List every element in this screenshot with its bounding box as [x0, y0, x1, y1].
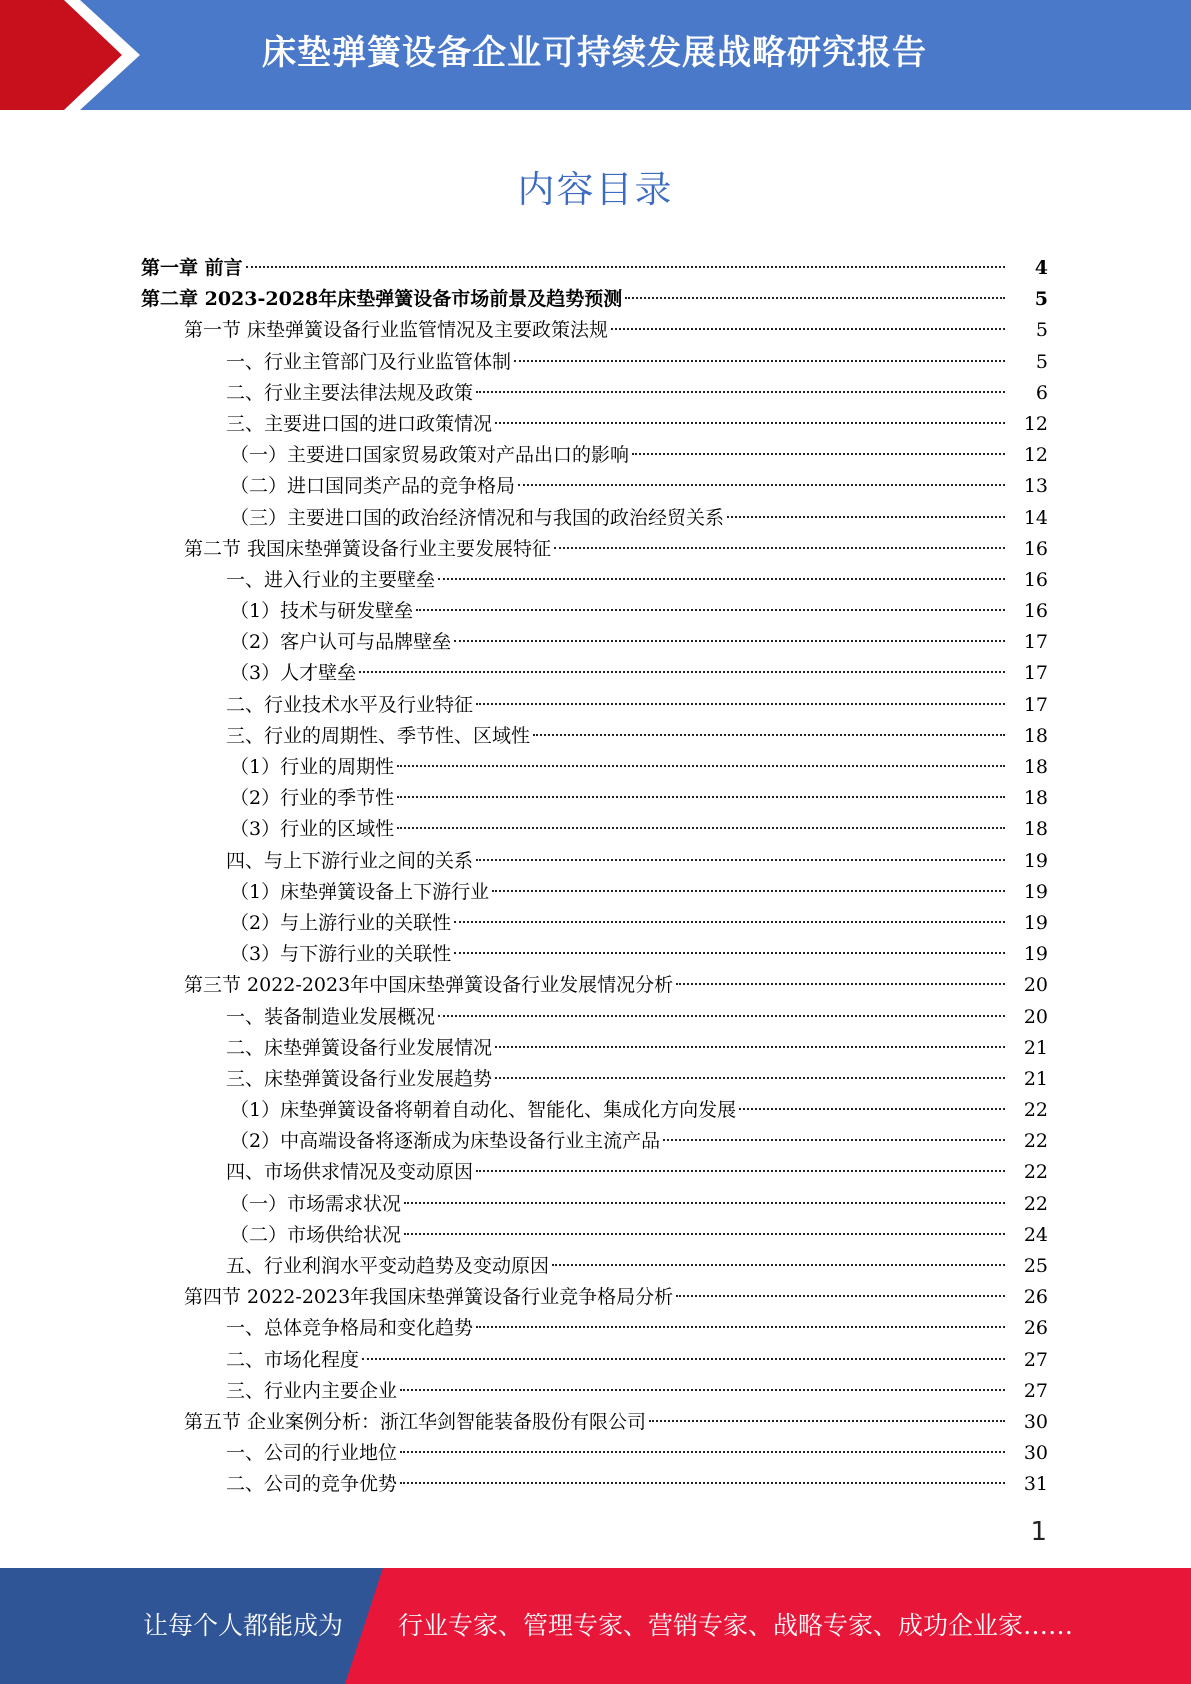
toc-leader-dots: [727, 516, 1005, 518]
toc-entry-title: 一、公司的行业地位: [226, 1442, 398, 1465]
toc-leader-dots: [663, 1139, 1005, 1141]
toc-leader-dots: [400, 1451, 1005, 1453]
toc-entry[interactable]: [0, 1438, 1191, 1469]
toc-entry-title: 四、市场供求情况及变动原因: [226, 1161, 474, 1184]
toc-entry-title: （1）行业的周期性: [230, 756, 395, 778]
toc-entry-title: （2）行业的季节性: [230, 787, 395, 810]
toc-entry-title: 第一章 前言: [141, 257, 243, 279]
toc-entry-page: 22: [1023, 1099, 1048, 1122]
toc-entry-title: 第三节 2022-2023年中国床垫弹簧设备行业发展情况分析: [184, 974, 674, 997]
footer-slogan-left: 让每个人都能成为: [143, 1611, 344, 1640]
toc-entry-title: 第一节 床垫弹簧设备行业监管情况及主要政策法规: [184, 319, 609, 342]
toc-entry[interactable]: [0, 347, 1191, 378]
toc-entry-page: 27: [1023, 1348, 1048, 1371]
toc-leader-dots: [454, 952, 1005, 954]
toc-leader-dots: [514, 360, 1005, 362]
toc-entry-page: 17: [1023, 631, 1048, 654]
toc-entry[interactable]: [0, 1220, 1191, 1251]
toc-entry-page: 6: [1035, 381, 1048, 404]
toc-entry[interactable]: [0, 1313, 1191, 1344]
toc-entry[interactable]: [0, 1469, 1191, 1500]
toc-entry-page: 22: [1023, 1161, 1048, 1184]
toc-entry-title: 三、床垫弹簧设备行业发展趋势: [226, 1067, 493, 1090]
toc-entry[interactable]: [0, 814, 1191, 845]
toc-entry-page: 22: [1023, 1130, 1048, 1153]
page-header: [0, 0, 1191, 110]
page-number: 1: [1030, 1517, 1047, 1547]
toc-entry-title: （三）主要进口国的政治经济情况和与我国的政治经贸关系: [230, 506, 725, 529]
toc-entry-title: 三、行业的周期性、季节性、区域性: [226, 724, 531, 747]
toc-entry[interactable]: [0, 565, 1191, 596]
toc-leader-dots: [400, 1482, 1005, 1484]
toc-heading: 内容目录: [517, 168, 674, 211]
toc-leader-dots: [554, 547, 1005, 549]
toc-leader-dots: [397, 765, 1005, 767]
toc-leader-dots: [404, 1233, 1005, 1235]
toc-leader-dots: [397, 796, 1005, 798]
toc-entry-page: 16: [1023, 568, 1048, 591]
toc-entry-title: 二、行业技术水平及行业特征: [226, 693, 474, 716]
toc-entry[interactable]: [0, 939, 1191, 970]
toc-entry-title: 第五节 企业案例分析：浙江华剑智能装备股份有限公司: [184, 1410, 647, 1433]
toc-entry-title: 一、行业主管部门及行业监管体制: [226, 350, 512, 373]
toc-entry-page: 18: [1023, 756, 1048, 778]
toc-entry-title: （2）与上游行业的关联性: [230, 911, 452, 934]
toc-leader-dots: [454, 921, 1005, 923]
toc-leader-dots: [476, 391, 1005, 393]
toc-entry[interactable]: [0, 783, 1191, 814]
toc-entry[interactable]: [0, 846, 1191, 877]
toc-entry[interactable]: [0, 970, 1191, 1001]
toc-entry-title: 第四节 2022-2023年我国床垫弹簧设备行业竞争格局分析: [184, 1286, 674, 1309]
toc-entry-page: 26: [1023, 1317, 1048, 1340]
toc-entry-title: （3）与下游行业的关联性: [230, 943, 452, 966]
toc-entry-title: 三、主要进口国的进口政策情况: [226, 412, 493, 435]
toc-leader-dots: [400, 1389, 1005, 1391]
toc-entry-title: （二）进口国同类产品的竞争格局: [230, 475, 516, 498]
toc-leader-dots: [492, 890, 1005, 892]
toc-leader-dots: [739, 1108, 1005, 1110]
toc-leader-dots: [518, 484, 1005, 486]
toc-leader-dots: [362, 1358, 1005, 1360]
toc-entry-title: 二、公司的竞争优势: [226, 1473, 398, 1496]
toc-entry-title: （1）床垫弹簧设备上下游行业: [230, 880, 490, 903]
toc-leader-dots: [625, 297, 1005, 299]
toc-entry[interactable]: [0, 440, 1191, 471]
toc-leader-dots: [495, 422, 1005, 424]
toc-entry[interactable]: [0, 534, 1191, 565]
toc-entry[interactable]: [0, 1189, 1191, 1220]
toc-leader-dots: [649, 1420, 1005, 1422]
table-of-contents: [0, 253, 1191, 1501]
toc-entry-page: 5: [1035, 319, 1048, 342]
toc-entry-title: （3）行业的区域性: [230, 818, 395, 841]
toc-entry-page: 19: [1023, 943, 1048, 966]
toc-entry[interactable]: [0, 658, 1191, 689]
toc-leader-dots: [438, 578, 1005, 580]
toc-entry[interactable]: [0, 627, 1191, 658]
toc-entry-page: 22: [1023, 1192, 1048, 1215]
toc-entry-title: （1）床垫弹簧设备将朝着自动化、智能化、集成化方向发展: [230, 1099, 737, 1122]
toc-entry[interactable]: [0, 1157, 1191, 1188]
toc-entry-title: （2）中高端设备将逐渐成为床垫设备行业主流产品: [230, 1130, 661, 1153]
toc-leader-dots: [611, 328, 1005, 330]
toc-entry-page: 12: [1023, 444, 1048, 467]
toc-leader-dots: [476, 859, 1005, 861]
toc-entry-title: 一、进入行业的主要壁垒: [226, 568, 436, 591]
toc-entry[interactable]: [0, 1126, 1191, 1157]
toc-entry-page: 18: [1023, 818, 1048, 841]
toc-entry[interactable]: [0, 721, 1191, 752]
toc-entry[interactable]: [0, 1376, 1191, 1407]
toc-entry-title: （二）市场供给状况: [230, 1223, 402, 1246]
page-footer: [0, 1568, 1191, 1684]
toc-entry-title: 一、总体竞争格局和变化趋势: [226, 1317, 474, 1340]
toc-entry-page: 19: [1023, 911, 1048, 934]
toc-entry-page: 24: [1023, 1223, 1048, 1246]
toc-leader-dots: [476, 1326, 1005, 1328]
toc-entry-page: 31: [1023, 1473, 1048, 1496]
toc-entry[interactable]: [0, 1345, 1191, 1376]
toc-entry-title: （1）技术与研发壁垒: [230, 600, 414, 623]
toc-entry-page: 17: [1023, 693, 1048, 716]
toc-entry-title: 四、与上下游行业之间的关系: [226, 849, 474, 872]
toc-entry-title: 五、行业利润水平变动趋势及变动原因: [226, 1255, 550, 1277]
toc-entry[interactable]: [0, 378, 1191, 409]
toc-entry-page: 5: [1034, 288, 1048, 311]
toc-entry-title: 三、行业内主要企业: [226, 1379, 398, 1402]
toc-entry-page: 19: [1023, 880, 1048, 903]
toc-entry-page: 17: [1023, 662, 1048, 685]
toc-leader-dots: [404, 1202, 1005, 1204]
toc-entry[interactable]: [0, 1282, 1191, 1313]
toc-entry-page: 20: [1023, 1005, 1048, 1028]
toc-entry[interactable]: [0, 690, 1191, 721]
toc-entry-page: 16: [1023, 600, 1048, 623]
toc-entry[interactable]: [0, 1033, 1191, 1064]
toc-entry-page: 30: [1023, 1410, 1048, 1433]
toc-leader-dots: [476, 703, 1005, 705]
toc-entry[interactable]: [0, 908, 1191, 939]
toc-entry-page: 26: [1023, 1286, 1048, 1309]
footer-slogan-right: 行业专家、管理专家、营销专家、战略专家、成功企业家……: [398, 1611, 1074, 1640]
toc-entry-page: 30: [1023, 1442, 1048, 1465]
toc-entry-title: （3）人才壁垒: [230, 662, 357, 685]
toc-entry[interactable]: [0, 1407, 1191, 1438]
toc-entry[interactable]: [0, 284, 1191, 315]
toc-entry-title: （2）客户认可与品牌壁垒: [230, 631, 452, 654]
toc-leader-dots: [438, 1015, 1005, 1017]
toc-entry-page: 13: [1023, 475, 1048, 498]
toc-leader-dots: [246, 266, 1005, 268]
toc-entry-page: 27: [1023, 1379, 1048, 1402]
toc-entry[interactable]: [0, 1251, 1191, 1282]
toc-leader-dots: [495, 1077, 1005, 1079]
toc-entry-page: 12: [1023, 412, 1048, 435]
toc-entry-page: 18: [1023, 787, 1048, 810]
toc-entry-page: 19: [1023, 849, 1048, 872]
toc-entry-title: 二、床垫弹簧设备行业发展情况: [226, 1036, 493, 1059]
toc-entry-page: 14: [1023, 506, 1048, 529]
toc-entry[interactable]: [0, 1002, 1191, 1033]
toc-entry-page: 21: [1023, 1036, 1048, 1059]
toc-leader-dots: [552, 1264, 1005, 1266]
toc-entry-title: 第二章 2023-2028年床垫弹簧设备市场前景及趋势预测: [141, 288, 623, 311]
toc-entry[interactable]: [0, 596, 1191, 627]
toc-leader-dots: [476, 1170, 1005, 1172]
toc-leader-dots: [454, 640, 1005, 642]
toc-entry-page: 5: [1035, 350, 1048, 373]
toc-entry-page: 4: [1034, 257, 1048, 279]
toc-entry-page: 16: [1023, 537, 1048, 560]
toc-entry-page: 18: [1023, 724, 1048, 747]
toc-entry[interactable]: [0, 409, 1191, 440]
toc-leader-dots: [533, 734, 1005, 736]
toc-entry[interactable]: [0, 752, 1191, 783]
toc-entry[interactable]: [0, 471, 1191, 502]
toc-leader-dots: [676, 1295, 1005, 1297]
toc-entry[interactable]: [0, 1064, 1191, 1095]
toc-leader-dots: [397, 827, 1005, 829]
toc-leader-dots: [495, 1046, 1005, 1048]
toc-leader-dots: [632, 453, 1005, 455]
toc-entry[interactable]: [0, 253, 1191, 284]
toc-entry-title: 一、装备制造业发展概况: [226, 1005, 436, 1028]
toc-entry-title: 二、行业主要法律法规及政策: [226, 381, 474, 404]
toc-entry-title: （一）主要进口国家贸易政策对产品出口的影响: [230, 444, 630, 467]
toc-leader-dots: [676, 983, 1005, 985]
toc-entry[interactable]: [0, 503, 1191, 534]
header-chevron-icon: [0, 0, 180, 110]
toc-entry-page: 20: [1023, 974, 1048, 997]
toc-leader-dots: [416, 609, 1005, 611]
report-title: 床垫弹簧设备企业可持续发展战略研究报告: [262, 33, 927, 73]
toc-entry[interactable]: [0, 315, 1191, 346]
toc-entry-page: 25: [1023, 1255, 1048, 1277]
toc-entry[interactable]: [0, 1095, 1191, 1126]
toc-entry-title: （一）市场需求状况: [230, 1192, 402, 1215]
toc-entry-title: 第二节 我国床垫弹簧设备行业主要发展特征: [184, 537, 552, 560]
toc-entry[interactable]: [0, 877, 1191, 908]
toc-leader-dots: [359, 671, 1005, 673]
toc-entry-title: 二、市场化程度: [226, 1348, 360, 1371]
toc-entry-page: 21: [1023, 1067, 1048, 1090]
